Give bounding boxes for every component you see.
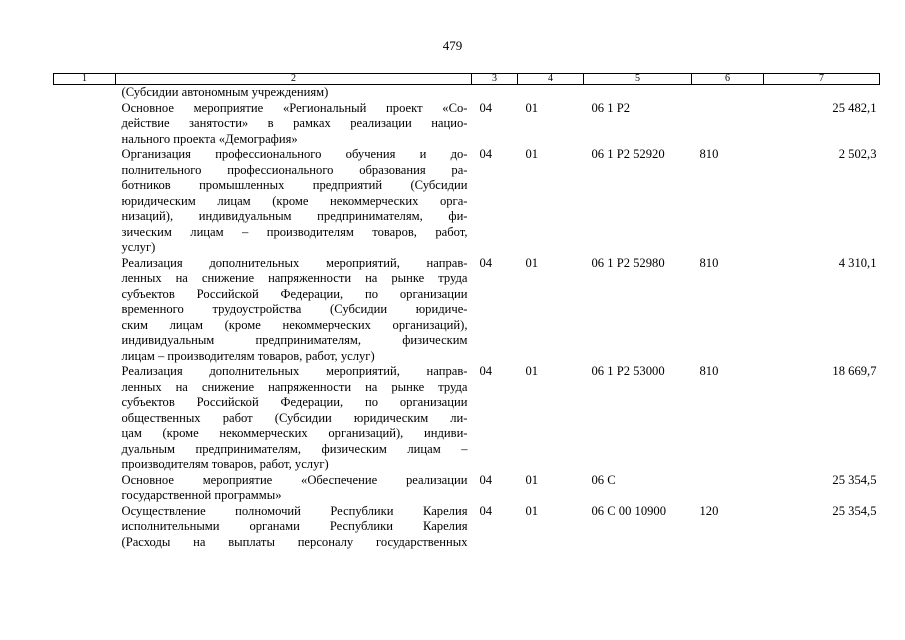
description-line: услуг) — [121, 240, 156, 254]
description-line: Осуществление полномочий Республики Карелия — [121, 503, 468, 518]
section-cell: 04 — [479, 503, 493, 518]
expense-type-cell — [692, 85, 764, 101]
section-cell: 04 — [479, 255, 493, 270]
description-line: низаций), индивидуальным предпринимателям, фи- — [121, 209, 468, 223]
expense-type-cell: 810 — [699, 364, 719, 378]
header-row — [54, 74, 880, 85]
subsection-cell: 01 — [525, 100, 539, 115]
amount-cell: 18 669,7 — [832, 364, 877, 378]
col-1-cell — [54, 473, 116, 504]
column-header: 5 — [584, 74, 692, 85]
subsection-cell: 01 — [525, 472, 539, 487]
expense-type-cell — [692, 473, 764, 504]
description-line: ленных на снижение напряженности на рынке труда — [121, 271, 468, 285]
table-row — [54, 504, 880, 551]
amount-cell — [764, 85, 880, 101]
description-cell — [116, 473, 472, 504]
target-article-cell: 06 1 Р2 52920 — [591, 147, 665, 161]
expense-type-cell — [692, 101, 764, 148]
description-line: действие занятости» в рамках реализации нацио- — [121, 116, 468, 130]
description-line: ским лицам (кроме некоммерческих организаций), — [121, 317, 468, 332]
target-article-cell: 06 1 Р2 — [591, 100, 630, 115]
description-cell — [116, 364, 472, 473]
column-header: 4 — [518, 74, 584, 85]
target-article-cell — [584, 85, 692, 101]
description-cell — [116, 101, 472, 148]
section-cell — [472, 85, 518, 101]
column-header: 6 — [692, 74, 764, 85]
col-1-cell — [54, 147, 116, 256]
amount-cell: 25 354,5 — [832, 472, 877, 487]
description-line: цам (кроме некоммерческих организаций), индиви- — [121, 426, 468, 440]
amount-cell: 25 482,1 — [832, 100, 877, 115]
description-line: зическим лицам – производителям товаров, работ, — [121, 224, 468, 239]
table-row — [54, 473, 880, 504]
table-row — [54, 101, 880, 148]
description-cell — [116, 256, 472, 365]
description-cell — [116, 85, 472, 101]
col-1-cell — [54, 85, 116, 101]
target-article-cell: 06 1 Р2 52980 — [591, 255, 665, 270]
amount-cell: 4 310,1 — [838, 255, 877, 270]
expense-type-cell: 810 — [699, 147, 719, 161]
col-1-cell — [54, 504, 116, 551]
subsection-cell — [518, 85, 584, 101]
subsection-cell: 01 — [525, 503, 539, 518]
description-line: Основное мероприятие «Обеспечение реализации — [121, 472, 468, 487]
target-article-cell: 06 С — [591, 472, 616, 487]
description-line: производителям товаров, работ, услуг) — [121, 457, 329, 471]
description-line: дуальным предпринимателям, физическим лицам – — [121, 441, 468, 456]
description-line: ботников промышленных предприятий (Субсидии — [121, 178, 468, 192]
description-line: исполнительными органами Республики Карелия — [121, 519, 468, 533]
description-cell — [116, 147, 472, 256]
target-article-cell: 06 С 00 10900 — [591, 503, 667, 518]
description-line: полнительного профессионального образования ра- — [121, 162, 468, 177]
amount-cell: 2 502,3 — [838, 147, 877, 161]
description-line: юридическим лицам (кроме некоммерческих орга- — [121, 193, 468, 208]
description-line: общественных работ (Субсидии юридическим ли- — [121, 410, 468, 425]
col-1-cell — [54, 101, 116, 148]
section-cell: 04 — [479, 472, 493, 487]
description-line: (Расходы на выплаты персоналу государственных — [121, 534, 468, 549]
description-line: государственной программы» — [121, 488, 282, 502]
description-line: лицам – производителям товаров, работ, услуг) — [121, 348, 375, 363]
description-line: Реализация дополнительных мероприятий, направ- — [121, 364, 468, 378]
page-number: 479 — [442, 38, 463, 53]
description-line: Реализация дополнительных мероприятий, направ- — [121, 255, 468, 270]
expense-type-cell: 810 — [699, 255, 719, 270]
description-line: Основное мероприятие «Региональный проект «Со- — [121, 100, 468, 115]
expense-type-cell: 120 — [699, 503, 719, 518]
section-cell: 04 — [479, 100, 493, 115]
subsection-cell: 01 — [525, 147, 539, 161]
section-cell: 04 — [479, 147, 493, 161]
description-line: нального проекта «Демография» — [121, 131, 298, 146]
column-header: 2 — [116, 74, 472, 85]
col-1-cell — [54, 256, 116, 365]
subsection-cell: 01 — [525, 364, 539, 378]
description-cell — [116, 504, 472, 551]
column-header: 7 — [764, 74, 880, 85]
table-row — [54, 147, 880, 256]
description-line: Организация профессионального обучения и до- — [121, 147, 468, 161]
description-line: ленных на снижение напряженности на рынке труда — [121, 379, 468, 394]
target-article-cell: 06 1 Р2 53000 — [591, 364, 665, 378]
description-line: субъектов Российской Федерации, по организации — [121, 286, 468, 301]
table-row — [54, 85, 880, 101]
table-row — [54, 364, 880, 473]
description-line: (Субсидии автономным учреждениям) — [121, 85, 329, 99]
subsection-cell: 01 — [525, 255, 539, 270]
column-header: 3 — [472, 74, 518, 85]
column-header: 1 — [54, 74, 116, 85]
table-row — [54, 256, 880, 365]
col-1-cell — [54, 364, 116, 473]
budget-table — [53, 73, 880, 550]
description-line: временного трудоустройства (Субсидии юридиче- — [121, 302, 468, 316]
amount-cell: 25 354,5 — [832, 503, 877, 518]
description-line: субъектов Российской Федерации, по организации — [121, 395, 468, 409]
description-line: индивидуальным предпринимателям, физическим — [121, 333, 468, 347]
section-cell: 04 — [479, 364, 493, 378]
